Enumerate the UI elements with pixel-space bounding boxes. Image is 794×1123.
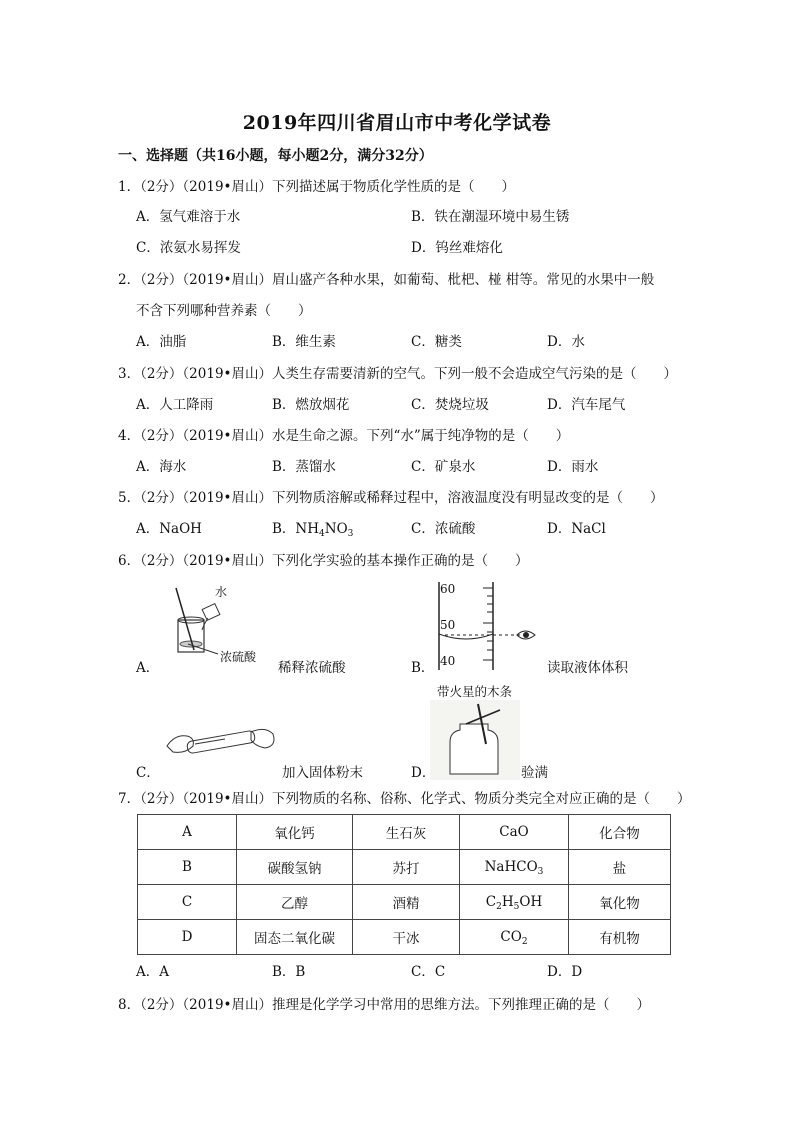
table-cell: 盐	[569, 850, 671, 885]
table-row	[138, 850, 671, 885]
q5-option-b: B．$NH_4NO_3$	[272, 521, 354, 539]
q3-option-b: B．燃放烟花	[272, 397, 350, 413]
table-cell: 氧化物	[569, 885, 671, 920]
table-cell: 酒精	[353, 885, 460, 920]
q1-option-d: D．钨丝难熔化	[411, 240, 503, 256]
q5-option-d: D．NaCl	[547, 521, 606, 537]
table-cell: 干冰	[353, 920, 460, 955]
q5-option-a: A．NaOH	[136, 521, 202, 537]
q7-option-d: D．D	[547, 964, 583, 980]
figure-d-gas-bottle	[430, 700, 520, 780]
q6-option-b-letter: B．	[411, 660, 435, 676]
figure-c-add-powder	[165, 716, 285, 766]
page-title: 2019年四川省眉山市中考化学试卷	[242, 112, 552, 134]
table-cell: 乙醇	[237, 885, 353, 920]
table-cell: 化合物	[569, 815, 671, 850]
figure-a-caption: 稀释浓硫酸	[278, 660, 346, 676]
table-cell: 碳酸氢钠	[237, 850, 353, 885]
q6-option-c-letter: C．	[136, 765, 160, 781]
q4-option-c: C．矿泉水	[411, 459, 476, 475]
table-cell: $CO_2$	[460, 920, 569, 955]
q1-option-b: B．铁在潮湿环境中易生锈	[411, 209, 570, 225]
figure-c-caption: 加入固体粉末	[282, 765, 363, 781]
table-cell: 生石灰	[353, 815, 460, 850]
q3-option-c: C．焚烧垃圾	[411, 397, 489, 413]
table-row	[138, 920, 671, 955]
table-cell: D	[138, 920, 237, 955]
question-2-stem: 2．（2分）（2019•眉山）眉山盛产各种水果，如葡萄、枇杷、椪 柑等。常见的水果中一般	[118, 272, 655, 288]
table-cell: 有机物	[569, 920, 671, 955]
q2-option-d: D．水	[547, 334, 585, 350]
q3-option-a: A．人工降雨	[136, 397, 214, 413]
q1-option-c: C．浓氨水易挥发	[136, 240, 241, 256]
question-7-stem: 7．（2分）（2019•眉山）下列物质的名称、俗称、化学式、物质分类完全对应正确的是（ ）	[118, 791, 691, 807]
q7-option-a: A．A	[136, 964, 169, 980]
table-cell: B	[138, 850, 237, 885]
question-8-stem: 8．（2分）（2019•眉山）推理是化学学习中常用的思维方法。下列推理正确的是（ ）	[118, 997, 650, 1013]
table-cell: A	[138, 815, 237, 850]
q2-option-c: C．糖类	[411, 334, 462, 350]
table-row	[138, 885, 671, 920]
figure-b-caption: 读取液体体积	[547, 660, 628, 676]
q2-option-a: A．油脂	[136, 334, 187, 350]
q6-option-d-letter: D．	[411, 765, 436, 781]
q4-option-a: A．海水	[136, 459, 187, 475]
tick-label-40: 40	[440, 654, 456, 668]
question-2-stem-cont: 不含下列哪种营养素（ ）	[136, 303, 312, 319]
table-cell: $C_2H_5OH$	[460, 885, 569, 920]
table-cell: C	[138, 885, 237, 920]
question-1-stem: 1．（2分）（2019•眉山）下列描述属于物质化学性质的是（ ）	[118, 179, 515, 195]
tick-label-60: 60	[440, 582, 456, 596]
table-cell: 苏打	[353, 850, 460, 885]
table-cell: CaO	[460, 815, 569, 850]
figure-a-water-label: 水	[215, 585, 228, 599]
q7-option-b: B．B	[272, 964, 306, 980]
q7-option-c: C．C	[411, 964, 446, 980]
table-cell: 氧化钙	[237, 815, 353, 850]
q4-option-d: D．雨水	[547, 459, 599, 475]
question-3-stem: 3．（2分）（2019•眉山）人类生存需要清新的空气。下列一般不会造成空气污染的是（ ）	[118, 366, 677, 382]
table-cell: 固态二氧化碳	[237, 920, 353, 955]
question-6-stem: 6．（2分）（2019•眉山）下列化学实验的基本操作正确的是（ ）	[118, 553, 529, 569]
q3-option-d: D．汽车尾气	[547, 397, 626, 413]
table-cell: NaHCO$_3$	[460, 850, 569, 885]
figure-d-label: 带火星的木条	[437, 684, 513, 699]
figure-d-caption: 验满	[521, 765, 548, 781]
q7-table	[137, 814, 671, 955]
figure-a-acid-label: 浓硫酸	[220, 650, 257, 664]
q2-option-b: B．维生素	[272, 334, 336, 350]
question-5-stem: 5．（2分）（2019•眉山）下列物质溶解或稀释过程中，溶液温度没有明显改变的是（ ）	[118, 490, 664, 506]
q1-option-a: A．氢气难溶于水	[136, 209, 241, 225]
table-row	[138, 815, 671, 850]
tick-label-50: 50	[440, 618, 456, 632]
q5-option-c: C．浓硫酸	[411, 521, 476, 537]
section-heading: 一、选择题（共16小题，每小题2分，满分32分）	[118, 148, 433, 164]
q6-option-a-letter: A．	[136, 660, 160, 676]
question-4-stem: 4．（2分）（2019•眉山）水是生命之源。下列“水”属于纯净物的是（ ）	[118, 428, 570, 444]
q4-option-b: B．蒸馏水	[272, 459, 336, 475]
